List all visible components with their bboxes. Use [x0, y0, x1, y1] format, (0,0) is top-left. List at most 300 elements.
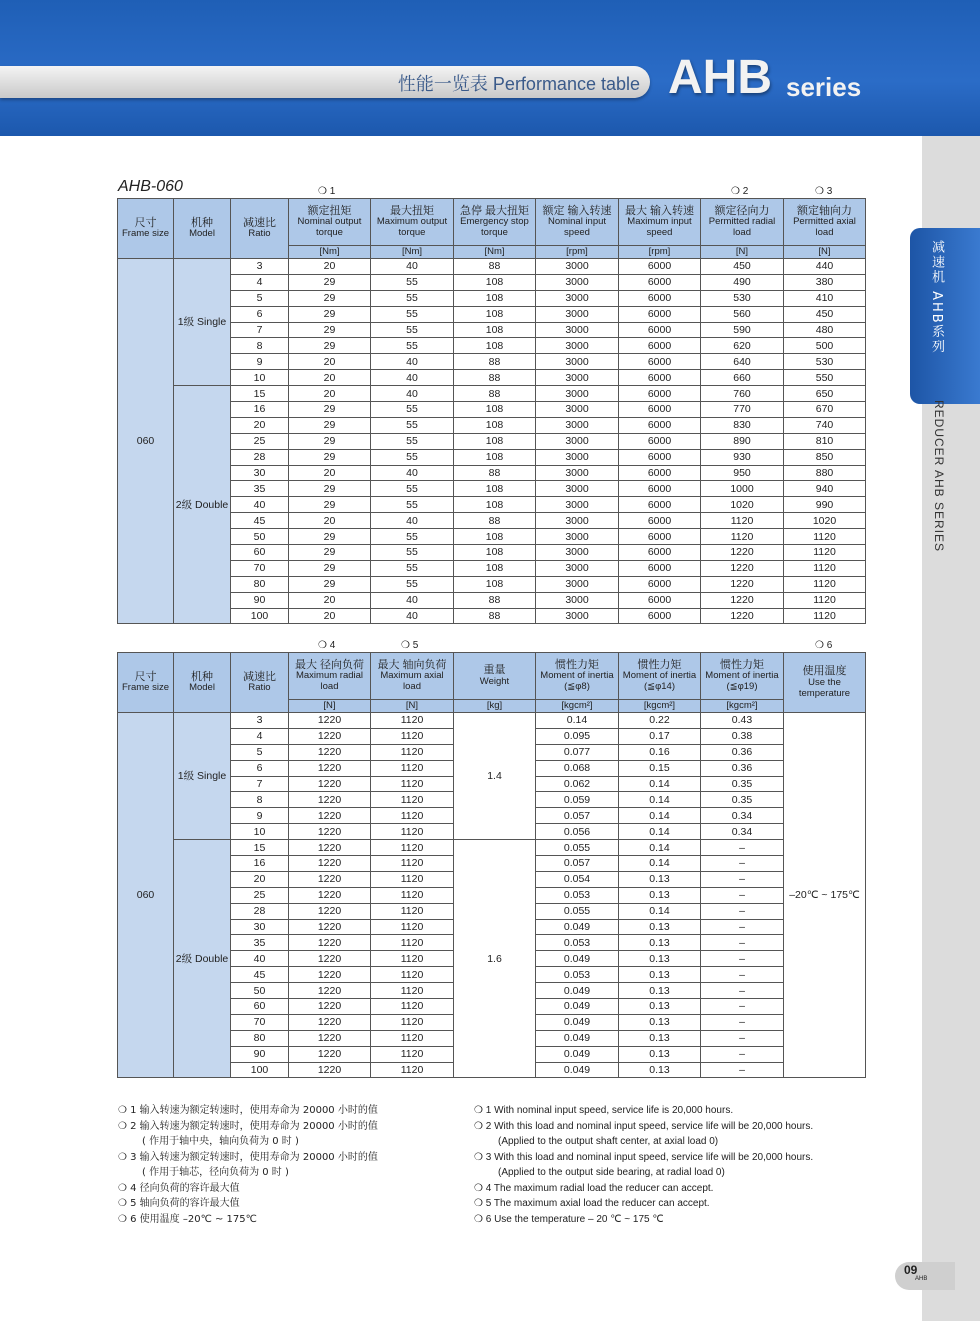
t2-cell: 5 — [231, 744, 289, 760]
note-en-line: ❍ 3 With this load and nominal input speed, service life will be 20,000 hours. — [474, 1151, 814, 1163]
t1-cell: 108 — [454, 560, 536, 576]
t1-cell: 90 — [231, 592, 289, 608]
t2-cell: 0.054 — [536, 871, 619, 887]
t2-cell: 1220 — [289, 983, 371, 999]
t1-cell: 9 — [231, 354, 289, 370]
t1-row — [118, 449, 866, 465]
t1-cell: 1020 — [784, 513, 866, 529]
t2-header-en: Ratio — [248, 682, 271, 694]
t2-header-en: Maximum radial load — [295, 670, 364, 693]
t2-cell: 0.049 — [536, 999, 619, 1015]
t1-cell: 6000 — [619, 497, 701, 513]
t2-model-single: 1级 Single — [174, 713, 231, 840]
t1-cell: 6000 — [619, 354, 701, 370]
t2-cell: 0.13 — [619, 919, 701, 935]
t1-cell: 80 — [231, 576, 289, 592]
t2-cell: 1220 — [289, 919, 371, 935]
t2-cell: 0.049 — [536, 1062, 619, 1078]
t2-cell: 45 — [231, 967, 289, 983]
t1-cell: 88 — [454, 513, 536, 529]
t1-row — [118, 259, 866, 275]
t2-header-en: Use the temperature — [798, 676, 851, 699]
t2-cell: 0.13 — [619, 983, 701, 999]
t2-cell: 1120 — [371, 808, 454, 824]
t1-header-cn: 机种 — [191, 216, 213, 229]
t2-header-4 — [371, 653, 454, 700]
t2-header-cn: 机种 — [191, 670, 213, 683]
t2-header-en: Moment of inertia (≦φ14) — [622, 670, 697, 693]
t1-cell: 100 — [231, 608, 289, 624]
t1-cell: 810 — [784, 433, 866, 449]
t1-cell: 1120 — [784, 576, 866, 592]
t2-header-en: Model — [189, 682, 215, 694]
t1-cell: 6000 — [619, 449, 701, 465]
t2-cell: 100 — [231, 1062, 289, 1078]
t1-cell: 890 — [701, 433, 784, 449]
t1-cell: 6000 — [619, 386, 701, 402]
t1-cell: 6000 — [619, 306, 701, 322]
t2-cell: 4 — [231, 728, 289, 744]
t1-cell: 40 — [371, 592, 454, 608]
t1-cell: 940 — [784, 481, 866, 497]
t1-cell: 1000 — [701, 481, 784, 497]
t1-cell: 530 — [784, 354, 866, 370]
t1-cell: 1220 — [701, 576, 784, 592]
t1-cell: 6 — [231, 306, 289, 322]
t2-cell: 1220 — [289, 792, 371, 808]
t1-cell: 108 — [454, 417, 536, 433]
t2-header-6 — [536, 653, 619, 700]
t2-cell: 10 — [231, 824, 289, 840]
t2-cell: 1120 — [371, 713, 454, 729]
note-en-line: ❍ 2 With this load and nominal input speed, service life will be 20,000 hours. — [474, 1120, 814, 1132]
t1-cell: 490 — [701, 274, 784, 290]
t1-cell: 20 — [289, 465, 371, 481]
t1-cell: 20 — [289, 608, 371, 624]
t1-cell: 40 — [371, 259, 454, 275]
t2-cell: 50 — [231, 983, 289, 999]
t1-cell: 108 — [454, 433, 536, 449]
t1-cell: 29 — [289, 338, 371, 354]
t1-cell: 29 — [289, 306, 371, 322]
t1-model-double: 2级 Double — [174, 386, 231, 624]
t1-cell: 650 — [784, 386, 866, 402]
t2-cell: 0.13 — [619, 967, 701, 983]
t2-cell: 0.049 — [536, 1014, 619, 1030]
notes-chinese — [118, 1103, 378, 1227]
t1-cell: 880 — [784, 465, 866, 481]
t2-cell: 1220 — [289, 935, 371, 951]
t2-cell: 0.14 — [619, 776, 701, 792]
t1-cell: 450 — [701, 259, 784, 275]
t2-cell: 1120 — [371, 919, 454, 935]
t1-cell: 29 — [289, 402, 371, 418]
t2-cell: 0.059 — [536, 792, 619, 808]
t2-cell: 1220 — [289, 808, 371, 824]
t2-header-7 — [619, 653, 701, 700]
t1-cell: 3000 — [536, 465, 619, 481]
t2-cell: 1220 — [289, 887, 371, 903]
t1-row — [118, 402, 866, 418]
t2-model-double: 2级 Double — [174, 840, 231, 1078]
t2-unit-8: [kgcm²] — [701, 700, 784, 713]
t1-cell: 620 — [701, 338, 784, 354]
t2-cell: 7 — [231, 776, 289, 792]
t2-cell: 8 — [231, 792, 289, 808]
note-cn-line: ❍ 4 径向负荷的容许最大值 — [118, 1182, 240, 1194]
t2-weight-double: 1.6 — [454, 840, 536, 1078]
t1-header-en: Frame size — [122, 228, 169, 240]
t2-cell: 1220 — [289, 951, 371, 967]
t2-cell: 1120 — [371, 967, 454, 983]
t2-cell: 0.053 — [536, 967, 619, 983]
t1-cell: 6000 — [619, 529, 701, 545]
t2-cell: 0.068 — [536, 760, 619, 776]
t2-cell: 0.13 — [619, 1062, 701, 1078]
t1-cell: 1220 — [701, 592, 784, 608]
t1-cell: 88 — [454, 592, 536, 608]
t1-cell: 6000 — [619, 274, 701, 290]
t2-cell: 1120 — [371, 760, 454, 776]
t2-cell: 0.14 — [619, 903, 701, 919]
t1-cell: 1120 — [784, 545, 866, 561]
t1-cell: 6000 — [619, 513, 701, 529]
t1-cell: 15 — [231, 386, 289, 402]
t1-cell: 55 — [371, 545, 454, 561]
t1-cell: 55 — [371, 529, 454, 545]
t2-cell: 1220 — [289, 1062, 371, 1078]
t1-cell: 8 — [231, 338, 289, 354]
t2-cell: 80 — [231, 1030, 289, 1046]
t2-header-en: Frame size — [122, 682, 169, 694]
t2-cell: – — [701, 903, 784, 919]
note-en-line: (Applied to the output shaft center, at axial load 0) — [498, 1136, 719, 1147]
t1-cell: 55 — [371, 322, 454, 338]
t1-cell: 500 — [784, 338, 866, 354]
t2-cell: 0.055 — [536, 840, 619, 856]
t1-cell: 55 — [371, 417, 454, 433]
t2-cell: 1220 — [289, 728, 371, 744]
t1-cell: 20 — [289, 354, 371, 370]
t1-cell: 108 — [454, 402, 536, 418]
note-mark-4: ❍ 4 — [318, 640, 336, 651]
t1-cell: 410 — [784, 290, 866, 306]
note-en-line: ❍ 4 The maximum radial load the reducer can accept. — [474, 1182, 714, 1194]
t1-cell: 55 — [371, 576, 454, 592]
t1-cell: 5 — [231, 290, 289, 306]
t2-cell: 0.056 — [536, 824, 619, 840]
t1-cell: 850 — [784, 449, 866, 465]
t1-row — [118, 576, 866, 592]
performance-table-2 — [117, 652, 866, 1078]
t2-cell: – — [701, 951, 784, 967]
page-number: 09 — [904, 1263, 918, 1277]
t2-cell: 0.14 — [619, 840, 701, 856]
t2-cell: – — [701, 856, 784, 872]
t2-header-en: Weight — [479, 675, 510, 687]
t1-cell: 3000 — [536, 338, 619, 354]
t1-cell: 6000 — [619, 592, 701, 608]
t2-cell: 1220 — [289, 824, 371, 840]
t1-header-cn: 最大扭矩 — [390, 204, 434, 217]
t1-row — [118, 354, 866, 370]
t2-cell: 1220 — [289, 760, 371, 776]
t2-cell: 1220 — [289, 871, 371, 887]
t2-cell: 0.057 — [536, 856, 619, 872]
t1-header-9 — [784, 199, 866, 246]
t1-cell: 560 — [701, 306, 784, 322]
t1-cell: 28 — [231, 449, 289, 465]
t1-row — [118, 465, 866, 481]
t1-header-7 — [619, 199, 701, 246]
t2-header-cn: 惯性力矩 — [720, 658, 764, 671]
t1-cell: 55 — [371, 449, 454, 465]
t2-cell: 1120 — [371, 840, 454, 856]
t1-row — [118, 322, 866, 338]
t2-cell: – — [701, 1030, 784, 1046]
t1-cell: 3000 — [536, 608, 619, 624]
t1-header-cn: 急停 最大扭矩 — [459, 204, 530, 217]
t1-header-6 — [536, 199, 619, 246]
t2-cell: 0.43 — [701, 713, 784, 729]
t1-header-en: Model — [189, 228, 215, 240]
t1-cell: 930 — [701, 449, 784, 465]
t1-cell: 50 — [231, 529, 289, 545]
t1-row — [118, 481, 866, 497]
t1-cell: 4 — [231, 274, 289, 290]
t1-row — [118, 386, 866, 402]
t2-cell: 1220 — [289, 999, 371, 1015]
t1-cell: 3000 — [536, 545, 619, 561]
t2-cell: – — [701, 983, 784, 999]
t1-header-en: Maximum input speed — [627, 216, 692, 239]
t2-frame-size: 060 — [118, 713, 174, 1078]
t2-cell: – — [701, 999, 784, 1015]
t1-cell: 3000 — [536, 592, 619, 608]
t1-header-en: Emergency stop torque — [460, 216, 529, 239]
t2-header-8 — [701, 653, 784, 700]
t1-row — [118, 433, 866, 449]
t1-header-en: Maximum output torque — [376, 216, 448, 239]
t1-row — [118, 290, 866, 306]
t1-cell: 55 — [371, 338, 454, 354]
t2-unit-5: [kg] — [454, 700, 536, 713]
t1-cell: 550 — [784, 370, 866, 386]
t1-cell: 55 — [371, 402, 454, 418]
t1-cell: 6000 — [619, 576, 701, 592]
t1-header-row — [118, 199, 866, 246]
t1-row — [118, 545, 866, 561]
note-cn-line: ❍ 5 轴向负荷的容许最大值 — [118, 1198, 240, 1209]
t2-cell: 1120 — [371, 824, 454, 840]
t2-cell: 0.34 — [701, 808, 784, 824]
t1-cell: 3000 — [536, 433, 619, 449]
t2-cell: 0.13 — [619, 999, 701, 1015]
t1-cell: 6000 — [619, 259, 701, 275]
t1-cell: 3000 — [536, 322, 619, 338]
series-suffix: series — [786, 72, 862, 102]
t1-cell: 3000 — [536, 449, 619, 465]
t2-cell: 35 — [231, 935, 289, 951]
t1-cell: 88 — [454, 354, 536, 370]
t1-cell: 88 — [454, 259, 536, 275]
t1-cell: 3000 — [536, 259, 619, 275]
t1-cell: 29 — [289, 545, 371, 561]
t2-cell: 0.13 — [619, 935, 701, 951]
t1-cell: 88 — [454, 370, 536, 386]
t1-cell: 70 — [231, 560, 289, 576]
t1-cell: 6000 — [619, 322, 701, 338]
note-cn-line: ❍ 3 输入转速为额定转速时，使用寿命为 20000 小时的值 — [118, 1151, 378, 1163]
t2-header-en: Moment of inertia (≦φ19) — [705, 670, 779, 693]
t1-cell: 55 — [371, 560, 454, 576]
t2-unit-4: [N] — [371, 700, 454, 713]
t1-row — [118, 497, 866, 513]
note-mark-5: ❍ 5 — [401, 640, 419, 651]
t2-cell: – — [701, 935, 784, 951]
t1-header-4 — [371, 199, 454, 246]
t2-cell: 0.34 — [701, 824, 784, 840]
t2-header-cn: 最大 轴向负荷 — [377, 658, 447, 671]
t1-cell: 3000 — [536, 576, 619, 592]
t2-cell: 0.22 — [619, 713, 701, 729]
t2-header-5 — [454, 653, 536, 700]
t2-header-2 — [231, 653, 289, 713]
t1-row — [118, 306, 866, 322]
header-title: 性能一览表 Performance table — [397, 74, 640, 94]
t1-header-5 — [454, 199, 536, 246]
t1-unit-4: [Nm] — [371, 246, 454, 259]
t1-cell: 3000 — [536, 290, 619, 306]
t2-cell: 0.049 — [536, 1030, 619, 1046]
t1-cell: 480 — [784, 322, 866, 338]
t1-frame-size: 060 — [118, 259, 174, 624]
t1-cell: 60 — [231, 545, 289, 561]
t1-cell: 6000 — [619, 417, 701, 433]
t1-cell: 40 — [371, 608, 454, 624]
t1-unit-6: [rpm] — [536, 246, 619, 259]
t1-header-cn: 最大 输入转速 — [624, 204, 695, 217]
t1-row — [118, 513, 866, 529]
t1-row — [118, 608, 866, 624]
note-en-line: ❍ 1 With nominal input speed, service life is 20,000 hours. — [474, 1105, 734, 1116]
t2-header-cn: 最大 径向负荷 — [294, 658, 365, 671]
t2-cell: 0.16 — [619, 744, 701, 760]
t1-cell: 88 — [454, 386, 536, 402]
t2-cell: 1120 — [371, 744, 454, 760]
t2-cell: 0.35 — [701, 792, 784, 808]
t1-cell: 1120 — [701, 529, 784, 545]
t2-cell: 20 — [231, 871, 289, 887]
t2-cell: 0.35 — [701, 776, 784, 792]
t1-cell: 1120 — [784, 592, 866, 608]
t2-cell: 40 — [231, 951, 289, 967]
t2-header-cn: 使用温度 — [802, 665, 847, 678]
t1-header-en: Nominal input speed — [547, 216, 607, 239]
t1-cell: 108 — [454, 290, 536, 306]
t1-cell: 16 — [231, 402, 289, 418]
t1-cell: 108 — [454, 274, 536, 290]
t2-header-cn: 惯性力矩 — [637, 658, 682, 671]
t1-cell: 40 — [371, 370, 454, 386]
t2-cell: 1120 — [371, 856, 454, 872]
t2-cell: 0.053 — [536, 935, 619, 951]
t2-header-cn: 重量 — [483, 664, 506, 677]
t1-header-2 — [231, 199, 289, 259]
t1-cell: 3000 — [536, 386, 619, 402]
t1-header-en: Permitted radial load — [708, 216, 776, 239]
t2-cell: 30 — [231, 919, 289, 935]
t1-cell: 10 — [231, 370, 289, 386]
t1-cell: 30 — [231, 465, 289, 481]
t2-cell: 0.17 — [619, 728, 701, 744]
t2-cell: 0.053 — [536, 887, 619, 903]
t2-cell: 1220 — [289, 1046, 371, 1062]
t1-header-8 — [701, 199, 784, 246]
t1-cell: 29 — [289, 449, 371, 465]
t2-cell: 28 — [231, 903, 289, 919]
t1-unit-3: [Nm] — [289, 246, 371, 259]
t1-cell: 6000 — [619, 402, 701, 418]
t1-cell: 88 — [454, 465, 536, 481]
t1-header-cn: 额定径向力 — [714, 204, 770, 217]
t1-cell: 3000 — [536, 529, 619, 545]
t1-row — [118, 592, 866, 608]
t1-cell: 640 — [701, 354, 784, 370]
t1-cell: 29 — [289, 576, 371, 592]
t2-cell: 1220 — [289, 856, 371, 872]
t2-cell: 0.13 — [619, 1030, 701, 1046]
t2-header-cn: 惯性力矩 — [555, 658, 599, 671]
t1-cell: 3 — [231, 259, 289, 275]
t1-cell: 40 — [231, 497, 289, 513]
t1-cell: 108 — [454, 338, 536, 354]
t1-row — [118, 338, 866, 354]
note-cn-line: ❍ 1 输入转速为额定转速时，使用寿命为 20000 小时的值 — [118, 1105, 378, 1116]
t1-cell: 6000 — [619, 433, 701, 449]
t2-cell: 1120 — [371, 951, 454, 967]
t2-cell: 3 — [231, 713, 289, 729]
t2-cell: 1120 — [371, 728, 454, 744]
t1-cell: 660 — [701, 370, 784, 386]
t2-cell: 15 — [231, 840, 289, 856]
t1-cell: 29 — [289, 290, 371, 306]
note-cn-line: ❍ 6 使用温度 –20℃ ~ 175℃ — [118, 1213, 257, 1225]
t2-cell: 1120 — [371, 935, 454, 951]
t1-cell: 3000 — [536, 481, 619, 497]
t1-cell: 670 — [784, 402, 866, 418]
t2-temperature: –20℃ ~ 175℃ — [784, 713, 866, 1078]
t1-cell: 40 — [371, 386, 454, 402]
t2-cell: 0.049 — [536, 1046, 619, 1062]
t1-cell: 1120 — [784, 529, 866, 545]
t1-cell: 1120 — [784, 560, 866, 576]
t2-cell: – — [701, 919, 784, 935]
t1-cell: 35 — [231, 481, 289, 497]
t1-cell: 770 — [701, 402, 784, 418]
t2-cell: – — [701, 840, 784, 856]
t2-cell: 1120 — [371, 792, 454, 808]
t1-cell: 6000 — [619, 370, 701, 386]
note-en-line: (Applied to the output side bearing, at radial load 0) — [498, 1167, 725, 1178]
t1-header-en: Ratio — [248, 228, 271, 240]
t2-header-3 — [289, 653, 371, 700]
t2-cell: 0.14 — [619, 856, 701, 872]
t1-cell: 1220 — [701, 608, 784, 624]
t1-header-3 — [289, 199, 371, 246]
t1-header-cn: 额定轴向力 — [797, 204, 852, 217]
t2-header-row — [118, 653, 866, 700]
